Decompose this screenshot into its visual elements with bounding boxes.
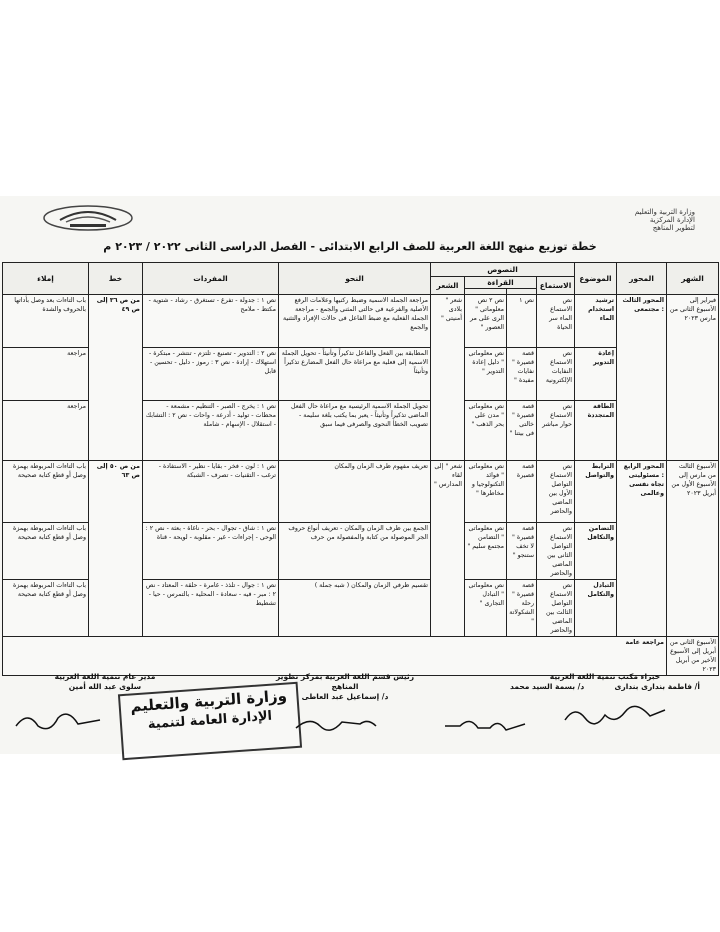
handwriting-cell: من ص ٣٦ إلى ص ٤٩ [89,295,143,461]
grammar-cell: المطابقة بين الفعل والفاعل تذكيراً وتأنيثاً - تحويل الجملة الاسمية إلى فعلية مع مراعاة حال الفعل المضارع تذكيراً وتأنيثاً [279,348,431,401]
reading-cell: نص معلوماتى " مدن على بحر الذهب " [465,401,507,461]
dictation-cell: باب التاءات المربوطة بهمزة وصل أو قطع كتابة صحيحة [3,580,89,637]
document-title: خطة توزيع منهج اللغة العربية للصف الرابع الابتدائى - الفصل الدراسى الثانى ٢٠٢٢ / ٢٠٢٣ م [103,240,597,253]
listening-cell: نص الاستماع الماء سر الحياة [537,295,575,348]
signature-name: أ/ فاطمة بندارى بندارى [614,682,700,691]
signature-experts: خبراء مكتب تنمية اللغة العربية أ/ فاطمة بندارى بندارى د/ بسمة السيد محمد [510,672,700,691]
dictation-cell: مراجعة [3,401,89,461]
dictation-cell: مراجعة [3,348,89,401]
listening-cell: نص الاستماع حوار مباشر [537,401,575,461]
signature-name: د/ إسماعيل عبد العاطى [301,692,389,701]
curriculum-logo [40,202,136,232]
signature-name: سلوى عبد الله أمين [68,682,142,691]
reading-cell: نص معلوماتى " فوائد التكنولوجيا و مخاطرها " [465,461,507,523]
poetry-cell: شعر " بلادى أمنيتى " [431,295,465,461]
ministry-line-3: لتطوير المناهج [652,224,695,232]
header-texts: النصوص [431,263,575,277]
vocabulary-cell: نص ١ : جدولة - تفرغ - تستغرق - رشاد - شتوية - مكتظ - ملامح [143,295,279,348]
poetry-cell: شعر " إلى لقاء المدارس " [431,461,465,637]
reading-cell: نص معلوماتى " التضامن مجتمع سليم " [465,523,507,580]
axis-cell: المحور الثالث : مجتمعى [617,295,667,461]
axis-cell: المحور الرابع : مسئوليتى تجاه نفسى وعالمى [617,461,667,637]
handwritten-signature [290,712,380,738]
reading-cell: قصة قصيرة [507,461,537,523]
dictation-cell: باب التاءات المربوطة بهمزة وصل أو قطع كتابة صحيحة [3,523,89,580]
reading-cell: قصة قصيرة " نفايات مفيدة " [507,348,537,401]
ministry-line-2: الإدارة المركزية [649,216,695,224]
ministry-header [575,208,695,230]
month-cell: فبراير إلى الأسبوع الثانى من مارس ٢٠٢٣ [667,295,719,461]
handwritten-signature [440,712,530,738]
signature-director: مدير عام تنمية اللغة العربية سلوى عبد الله أمين [30,672,180,692]
handwriting-cell: من ص ٥٠ إلى ص ٦٣ [89,461,143,637]
grammar-cell: الجمع بين ظرف الزمان والمكان - تعريف أنواع حروف الجر الموصولة من كتابة والمفصولة من حرف [279,523,431,580]
header-grammar: النحو [279,263,431,295]
reading-cell: نص ٢ نص معلوماتى " الرى على مر العصور " [465,295,507,348]
topic-cell: الترابط والتواصل [575,461,617,523]
month-cell: الأسبوع الثانى من أبريل إلى الأسبوع الأخير من أبريل ٢٠٢٣ [667,637,719,676]
vocabulary-cell: نص ٢ : التدوير - تصنيع - تلتزم - تنتشر - مبتكرة - استهلاك - إرادة - نص ٣ : رموز - دليل - تحسين - قابل [143,348,279,401]
header-topic: الموضوع [575,263,617,295]
reading-cell: نص معلوماتى " دليل إعادة التدوير " [465,348,507,401]
grammar-cell: تقسيم ظرفي الزمان والمكان ( شبه جملة ) [279,580,431,637]
header-vocabulary: المفردات [143,263,279,295]
dictation-cell: باب التاءات المربوطة بهمزة وصل أو قطع كتابة صحيحة [3,461,89,523]
grammar-cell: مراجعة الجملة الاسمية وضبط ركنيها وعلامات الرفع الأصلية والفرعية فى حالتى المثنى والجمع - مراجعة الجملة الفعلية مع ضبط الفاعل فى حالات الإفراد والتثنية والجمع [279,295,431,348]
handwritten-signature [8,704,108,738]
dictation-cell: باب التاءات بعد وصل بأداتها بالحروف والشدة [3,295,89,348]
reading-cell: قصة قصيرة " لا تخف ستنجو " [507,523,537,580]
header-month: الشهر [667,263,719,295]
vocabulary-cell: نص ١ : شاق - تجوال - بحر - ناغاة - بعثة - نص ٢ : الوحى - إجراءات - غير - مقلوبة - لويحة - قناة [143,523,279,580]
header-poetry: الشعر [431,277,465,295]
listening-cell: نص الاستماع التواصل الثانى بين الماضى والحاضر [537,523,575,580]
listening-cell: نص الاستماع التواصل الثالث بين الماضى والحاضر [537,580,575,637]
listening-cell: نص الاستماع التواصل الأول بين الماضى والحاضر [537,461,575,523]
header-axis: المحور [617,263,667,295]
reading-cell: نص معلوماتى " التبادل التجارى " [465,580,507,637]
topic-cell: التضامن والتكافل [575,523,617,580]
grammar-cell: تحويل الجملة الاسمية الرئيسية مع مراعاة حال الفعل الماضى تذكيراً وتأنيثاً - يعبر بما يكتب بلغة سليمة - تصويب الخطأ النحوى والصرفى فيما سبق [279,401,431,461]
header-dictation: إملاء [3,263,89,295]
general-review-cell: مراجعة عامة [3,637,667,676]
grammar-cell: تعريف مفهوم ظرف الزمان والمكان [279,461,431,523]
vocabulary-cell: نص ١ : جوال - تلذذ - غامرة - حلقة - المعتاد - نص ٢ : مبر - فيه - سعادة - المحلية - بالتمرس - حيا - تشطيط [143,580,279,637]
handwritten-signature [560,700,670,730]
topic-cell: الطاقة المتجددة [575,401,617,461]
signature-dept-head: رئيس قسم اللغة العربية بمركز تطوير المناهج د/ إسماعيل عبد العاطى [270,672,420,702]
reading-cell: قصة قصيرة " خالتى فى بيتنا " [507,401,537,461]
header-listening: الاستماع [537,277,575,295]
listening-cell: نص الاستماع النفايات الإلكترونية [537,348,575,401]
header-handwriting: خط [89,263,143,295]
reading-cell: قصة قصيرة " رحلة الشكولاتة " [507,580,537,637]
ministry-stamp: وزارة التربية والتعليم الإدارة العامة لتنمية [118,682,302,760]
month-cell: الأسبوع الثالث من مارس إلى الأسبوع الأول من أبريل ٢٠٢٣ [667,461,719,637]
signature-name: د/ بسمة السيد محمد [510,682,585,691]
ministry-line-1: وزارة التربية والتعليم [634,208,695,216]
topic-cell: ترشيد استخدام الماء [575,295,617,348]
topic-cell: التبادل والتكامل [575,580,617,637]
vocabulary-cell: نص ١ : يخرج - الصبر - التنظيم - مشمعة - محطات - توليد - أدرعة - واحات - نص ٢ : التشابك - استقلال - الإسهام - شاملة [143,401,279,461]
reading-cell: نص ١ [507,295,537,348]
topic-cell: إعادة التدوير [575,348,617,401]
curriculum-table [2,262,719,676]
header-reading: القراءة [465,277,537,289]
vocabulary-cell: نص ١ : لون - فخر - بقايا - نظير - الاستفادة - ترغب - التقنيات - تصرف - الشبكة [143,461,279,523]
